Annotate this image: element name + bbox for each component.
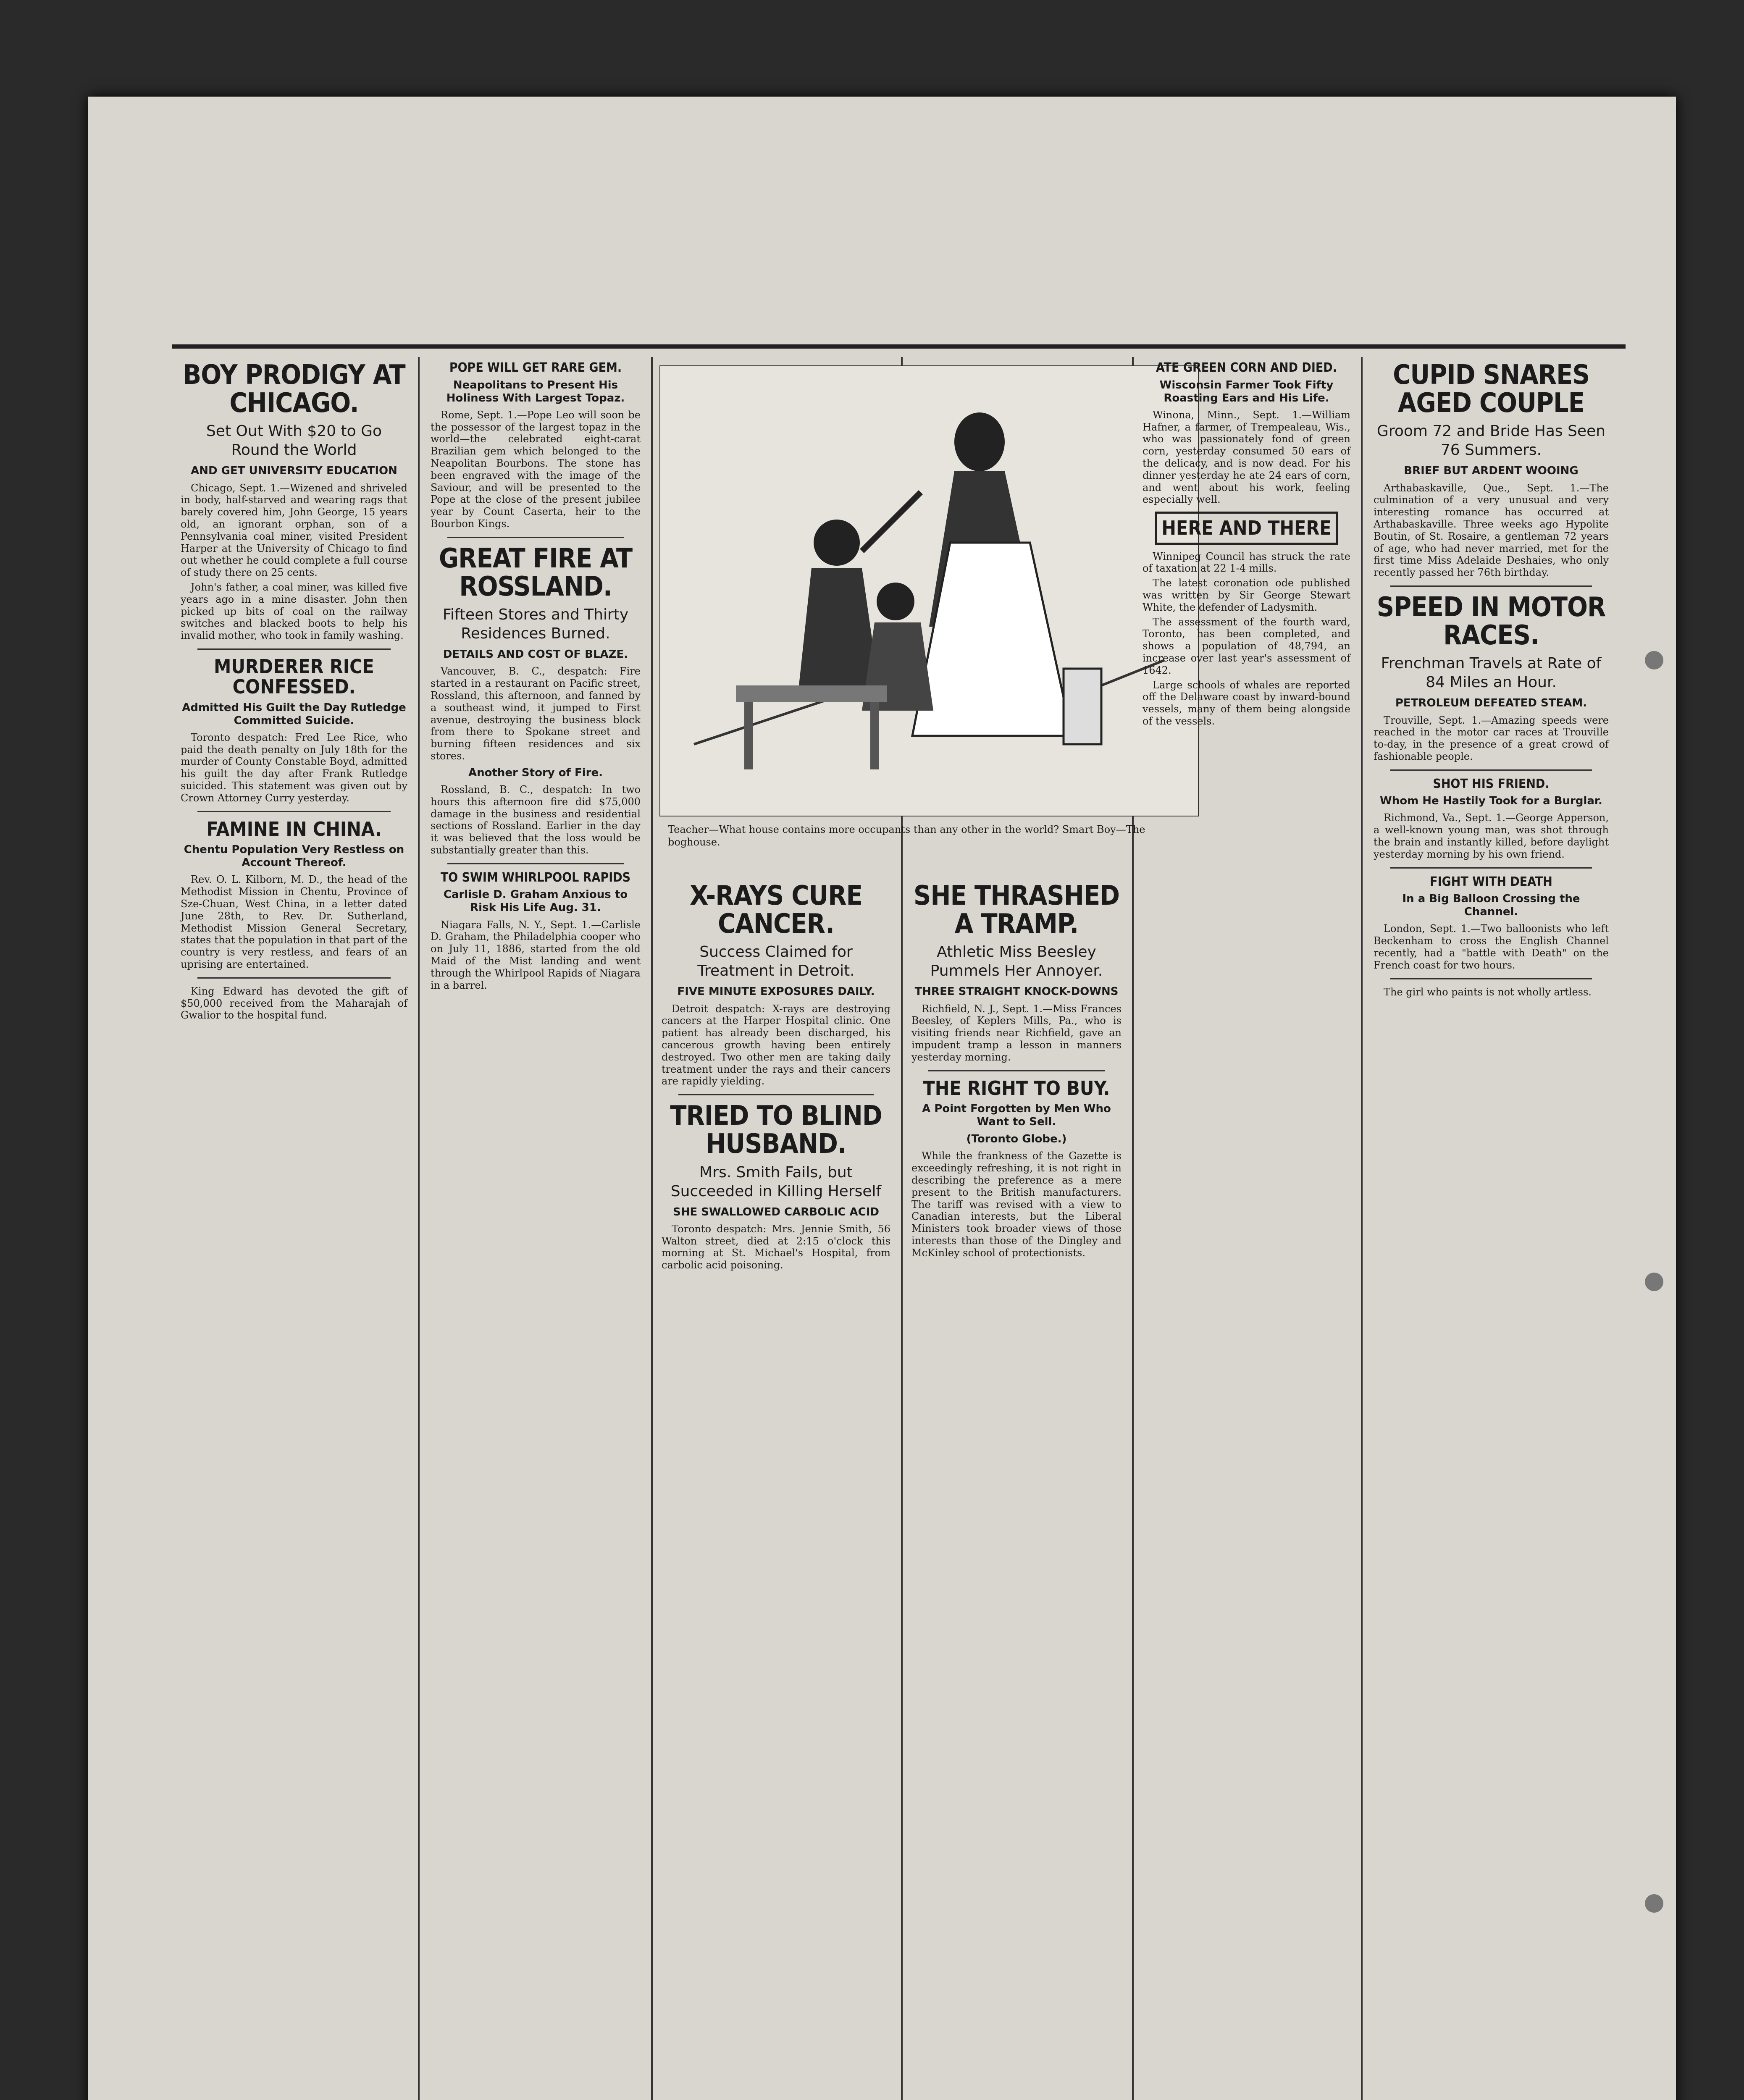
article-text: Trouville, Sept. 1.—Amazing speeds were reached in the motor car races at Trouville to-day, in the presence of a great crowd of fashionable people.	[1374, 714, 1609, 762]
divider	[678, 1094, 874, 1095]
headline: THE RIGHT TO BUY.	[923, 1076, 1110, 1100]
column-4	[903, 878, 1130, 2100]
article-text: The latest coronation ode published was written by Sir George Stewart White, the defender of Ladysmith.	[1143, 577, 1350, 613]
divider	[1390, 769, 1592, 771]
article-text: John's father, a coal miner, was killed five years ago in a mine disaster. John then picked up bits of coal on the railway switches and blacked boots to help his invalid mother, who took in family washing.	[181, 581, 407, 642]
article-text: While the frankness of the Gazette is exceedingly refreshing, it is not right in describing the preference as a mere present to the British manufacturers. The tariff was revised with a view to Canadian interests, but the Liberal Ministers took broader views of those interests than those of the Dingley and McKinley school of protectionists.	[911, 1150, 1122, 1259]
column-rule	[1361, 357, 1363, 2100]
divider	[197, 811, 391, 812]
article-text: Winona, Minn., Sept. 1.—William Hafner, a farmer, of Trempealeau, Wis., who was passionately fond of green corn, yesterday consumed 50 ears of the delicacy, and is now dead. For his dinner yesterday he ate 24 ears of corn, and went about his work, feeling especially well.	[1143, 409, 1350, 506]
subhead: Another Story of Fire.	[468, 766, 603, 779]
column-1	[172, 357, 416, 2100]
article-text: Rossland, B. C., despatch: In two hours this afternoon fire did $75,000 damage in the business and residential sections of Rossland. Earlier in the day it was believed that the loss would be substantially greater than this.	[431, 783, 641, 856]
headline: ATE GREEN CORN AND DIED.	[1156, 360, 1337, 375]
divider	[197, 977, 391, 979]
article-text: Rome, Sept. 1.—Pope Leo will soon be the possessor of the largest topaz in the world—the celebrated eight-carat Brazilian gem which belonged to the Neapolitan Bourbons. The stone has been engraved with the image of the Saviour, and will be presented to the Pope at the close of the present jubilee year by Count Caserta, heir to the Bourbon Kings.	[431, 409, 641, 530]
boxed-headline: HERE AND THERE	[1161, 517, 1332, 540]
divider	[447, 537, 624, 538]
classroom-cartoon-icon	[660, 366, 1196, 814]
headline: BOY PRODIGY AT CHICAGO.	[183, 360, 405, 419]
subhead: Whom He Hastily Took for a Burglar.	[1380, 795, 1602, 808]
subhead: SHE SWALLOWED CARBOLIC ACID	[672, 1205, 880, 1218]
headline: SHE THRASHED A TRAMP.	[913, 880, 1120, 940]
article-text: Rev. O. L. Kilborn, M. D., the head of the Methodist Mission in Chentu, Province of Sze-Chuan, West China, in a letter dated June 28th, to Rev. Dr. Sutherland, Methodist Mission General Secretary, states that the population in that part of the country is very restless, and fears of an uprising are entertained.	[181, 874, 407, 970]
binding-hole-icon	[1645, 1894, 1663, 1913]
article-text: Large schools of whales are reported off the Delaware coast by inward-bound vessels, many of them being alongside of the vessels.	[1143, 679, 1350, 727]
headline: SPEED IN MOTOR RACES.	[1376, 591, 1606, 651]
deck: Athletic Miss Beesley Pummels Her Annoyer.	[930, 943, 1103, 980]
deck: Frenchman Travels at Rate of 84 Miles an Hour.	[1381, 655, 1602, 691]
divider	[447, 863, 624, 864]
article-text: Winnipeg Council has struck the rate of taxation at 22 1-4 mills.	[1143, 550, 1350, 575]
headline: TRIED TO BLIND HUSBAND.	[670, 1100, 882, 1160]
article-text: Chicago, Sept. 1.—Wizened and shriveled in body, half-starved and wearing rags that barely covered him, John George, 15 years old, an ignorant orphan, son of a Pennsylvania coal miner, visited President Harper at the University of Chicago to find out whether he could complete a full course of study there on 25 cents.	[181, 482, 407, 579]
column-2	[422, 357, 649, 2100]
article-text: Richmond, Va., Sept. 1.—George Apperson, a well-known young man, was shot through the brain and instantly killed, before daylight yesterday morning by his own friend.	[1374, 812, 1609, 860]
article-text: Richfield, N. J., Sept. 1.—Miss Frances Beesley, of Keplers Mills, Pa., who is visiting friends near Richfield, gave an impudent tramp a lesson in manners yesterday morning.	[911, 1003, 1122, 1063]
article-text: King Edward has devoted the gift of $50,000 received from the Maharajah of Gwalior to the hospital fund.	[181, 985, 407, 1021]
deck: Set Out With $20 to Go Round the World	[206, 423, 382, 459]
headline: CUPID SNARES AGED COUPLE	[1393, 360, 1589, 419]
deck: Fifteen Stores and Thirty Residences Burned.	[442, 606, 629, 643]
headline: FIGHT WITH DEATH	[1430, 874, 1552, 889]
article-text: Detroit despatch: X-rays are destroying cancers at the Harper Hospital clinic. One patient has already been discharged, his cancerous growth having been entirely destroyed. Two other men are taking daily treatment under the rays and their cancers are rapidly yielding.	[662, 1003, 890, 1087]
column-5	[1134, 357, 1359, 2100]
headline: FAMINE IN CHINA.	[206, 817, 382, 840]
subhead: Carlisle D. Graham Anxious to Risk His Life Aug. 31.	[443, 888, 628, 914]
source-line: (Toronto Globe.)	[966, 1133, 1067, 1146]
divider	[197, 648, 391, 650]
headline: MURDERER RICE CONFESSED.	[214, 655, 374, 698]
subhead: Chentu Population Very Restless on Account Thereof.	[184, 843, 404, 869]
divider	[1390, 978, 1592, 979]
masthead-rule	[172, 344, 1626, 349]
cartoon-illustration	[659, 365, 1199, 816]
subhead: In a Big Balloon Crossing the Channel.	[1402, 892, 1580, 919]
binding-hole-icon	[1645, 1273, 1663, 1291]
headline: SHOT HIS FRIEND.	[1433, 776, 1550, 791]
headline: POPE WILL GET RARE GEM.	[449, 360, 622, 375]
headline: TO SWIM WHIRLPOOL RAPIDS	[440, 870, 631, 885]
article-text: The assessment of the fourth ward, Toronto, has been completed, and shows a population of 48,794, an increase over last year's assessment of 1642.	[1143, 616, 1350, 676]
column-6	[1365, 357, 1617, 2100]
headline: GREAT FIRE AT ROSSLAND.	[439, 543, 633, 603]
subhead: A Point Forgotten by Men Who Want to Sell.	[922, 1102, 1111, 1129]
newspaper-page	[88, 97, 1676, 2100]
divider	[1390, 867, 1592, 869]
column-3	[653, 878, 899, 2100]
subhead: DETAILS AND COST OF BLAZE.	[443, 648, 628, 661]
subhead: AND GET UNIVERSITY EDUCATION	[191, 465, 397, 478]
divider	[1390, 585, 1592, 587]
subhead: BRIEF BUT ARDENT WOOING	[1404, 465, 1579, 478]
subhead: Wisconsin Farmer Took Fifty Roasting Ears and His Life.	[1159, 378, 1334, 404]
column-rule	[651, 357, 653, 2100]
headline: X-RAYS CURE CANCER.	[690, 880, 862, 940]
subhead: PETROLEUM DEFEATED STEAM.	[1395, 697, 1587, 710]
here-and-there-box	[1155, 512, 1338, 544]
article-text: Vancouver, B. C., despatch: Fire started in a restaurant on Pacific street, Rossland, this afternoon, and fanned by a southeast wind, it jumped to First avenue, destroying the business block from there to Spokane street and burning fifteen residences and six stores.	[431, 665, 641, 762]
article-text: Niagara Falls, N. Y., Sept. 1.—Carlisle D. Graham, the Philadelphia cooper who on July 11, 1886, started from the old Maid of the Mist landing and went through the Whirlpool Rapids of Niagara in a barrel.	[431, 919, 641, 991]
deck: Success Claimed for Treatment in Detroit.	[697, 943, 855, 980]
subhead: FIVE MINUTE EXPOSURES DAILY.	[677, 985, 875, 998]
subhead: Neapolitans to Present His Holiness With Largest Topaz.	[446, 378, 625, 404]
article-text: London, Sept. 1.—Two balloonists who left Beckenham to cross the English Channel recently, had a "battle with Death" on the French coast for two hours.	[1374, 923, 1609, 971]
article-text: Toronto despatch: Mrs. Jennie Smith, 56 Walton street, died at 2:15 o'clock this morning at St. Michael's Hospital, from carbolic acid poisoning.	[662, 1223, 890, 1271]
cartoon-caption: Teacher—What house contains more occupants than any other in the world? Smart Boy—The boghouse.	[668, 824, 1145, 848]
article-text: The girl who paints is not wholly artless.	[1384, 986, 1592, 998]
deck: Mrs. Smith Fails, but Succeeded in Killing Herself	[670, 1163, 882, 1200]
binding-hole-icon	[1645, 651, 1663, 669]
divider	[928, 1070, 1105, 1071]
subhead: THREE STRAIGHT KNOCK-DOWNS	[914, 985, 1119, 998]
article-text: Arthabaskaville, Que., Sept. 1.—The culmination of a very unusual and very interesting romance has occurred at Arthabaskaville. Three weeks ago Hypolite Boutin, of St. Rosaire, a gentleman 72 years of age, who had never married, met for the first time Miss Adelaide Deshaies, who only recently passed her 76th birthday.	[1374, 482, 1609, 579]
article-text: Toronto despatch: Fred Lee Rice, who paid the death penalty on July 18th for the murder of County Constable Boyd, admitted his guilt the day after Frank Rutledge suicided. This statement was given out by Crown Attorney Curry yesterday.	[181, 731, 407, 804]
deck: Groom 72 and Bride Has Seen 76 Summers.	[1376, 423, 1606, 459]
subhead: Admitted His Guilt the Day Rutledge Committed Suicide.	[182, 701, 406, 727]
column-rule	[418, 357, 420, 2100]
